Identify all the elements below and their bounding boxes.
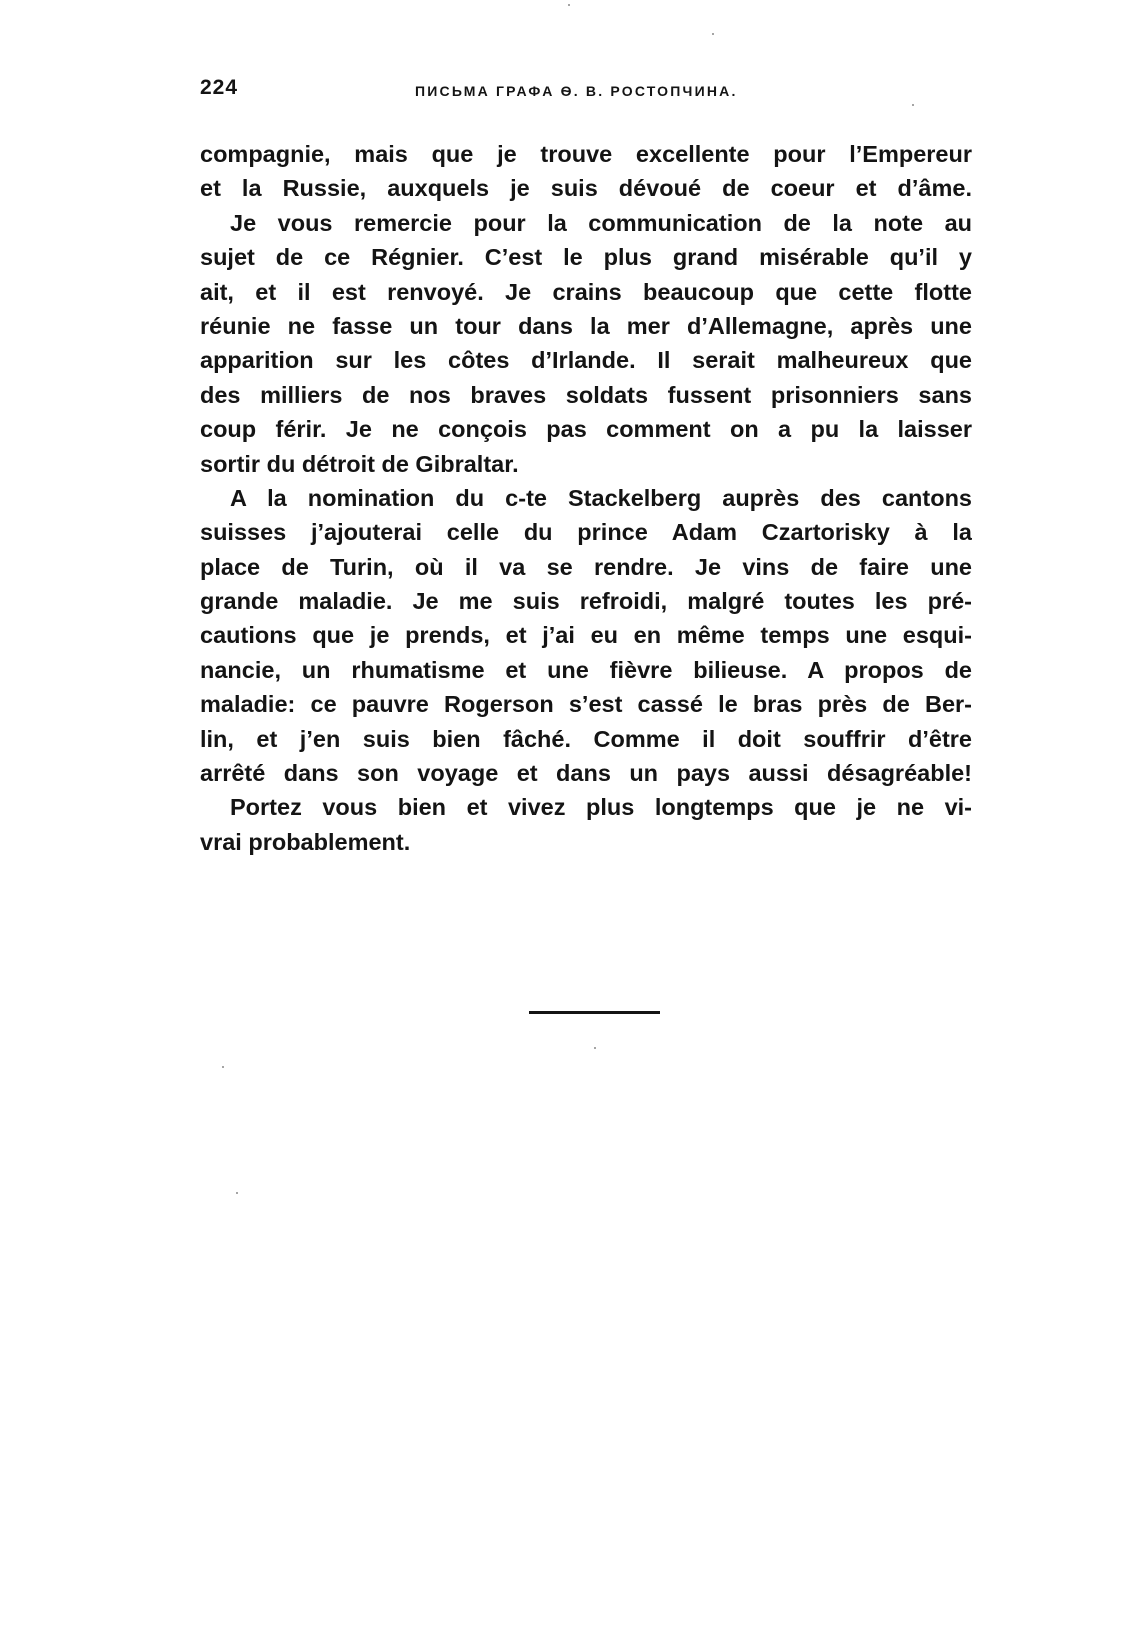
- scan-speck: [912, 104, 914, 106]
- section-end-rule: [529, 1011, 660, 1014]
- text-line: sujet de ce Régnier. C’est le plus grand misérable qu’il y: [200, 244, 972, 271]
- text-line: vrai probablement.: [200, 828, 411, 855]
- text-line: Je vous remercie pour la communication de la note au: [230, 209, 972, 236]
- text-line: compagnie, mais que je trouve excellente pour l’Empereur: [200, 141, 972, 167]
- text-line: Portez vous bien et vivez plus longtemps que je ne vi-: [230, 794, 972, 821]
- text-line: A la nomination du c-te Stackelberg auprès des cantons: [230, 484, 972, 511]
- text-line: place de Turin, où il va se rendre. Je vins de faire une: [200, 553, 972, 580]
- letter-text: [200, 137, 972, 859]
- running-header: [200, 76, 970, 108]
- text-line: nancie, un rhumatisme et une fièvre bilieuse. A propos de: [200, 656, 972, 683]
- text-line: cautions que je prends, et j’ai eu en même temps une esqui-: [200, 622, 972, 649]
- text-line: sortir du détroit de Gibraltar.: [200, 450, 519, 477]
- text-line: des milliers de nos braves soldats fussent prisonniers sans: [200, 381, 972, 408]
- text-line: lin, et j’en suis bien fâché. Comme il doit souffrir d’être: [200, 725, 972, 752]
- text-line: maladie: ce pauvre Rogerson s’est cassé le bras près de Ber-: [200, 691, 972, 718]
- text-line: ait, et il est renvoyé. Je crains beaucoup que cette flotte: [200, 278, 972, 305]
- text-line: coup férir. Je ne conçois pas comment on a pu la laisser: [200, 416, 972, 443]
- text-line: et la Russie, auxquels je suis dévoué de coeur et d’âme.: [200, 175, 972, 202]
- text-line: apparition sur les côtes d’Irlande. Il serait malheureux que: [200, 347, 972, 374]
- text-line: grande maladie. Je me suis refroidi, malgré toutes les pré-: [200, 588, 972, 615]
- scan-speck: [236, 1192, 238, 1194]
- running-head-title: ПИСЬМА ГРАФА Ѳ. В. РОСТОПЧИНА.: [415, 83, 738, 99]
- scan-speck: [222, 1066, 224, 1068]
- scan-speck: [594, 1047, 596, 1049]
- text-line: réunie ne fasse un tour dans la mer d’Allemagne, après une: [200, 312, 972, 339]
- text-line: suisses j’ajouterai celle du prince Adam Czartorisky à la: [200, 519, 972, 546]
- page-number: 224: [200, 76, 239, 99]
- scan-speck: [712, 33, 714, 35]
- text-line: arrêté dans son voyage et dans un pays aussi désagréable!: [200, 760, 972, 787]
- scan-speck: [568, 4, 570, 6]
